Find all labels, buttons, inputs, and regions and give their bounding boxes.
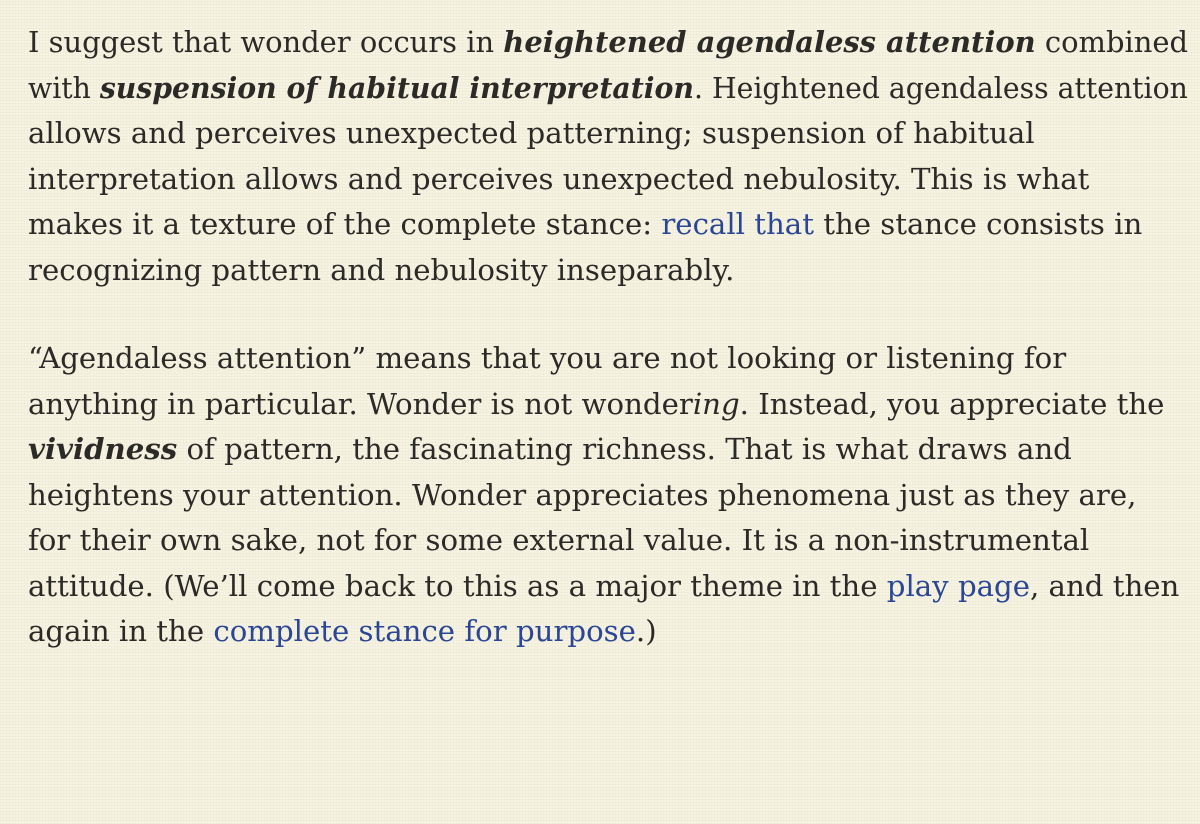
text-run: anything in particular. Wonder is not wonder	[28, 386, 693, 421]
text-run: for their own sake, not for some external value. It is a non-instrumental	[28, 523, 1090, 557]
text-line	[28, 427, 1188, 473]
paragraph	[28, 336, 1188, 655]
text-line	[28, 336, 1188, 382]
text-run: recognizing pattern and nebulosity inseparably.	[28, 252, 735, 287]
emphasized-term: vividness	[28, 432, 178, 466]
emphasized-term: suspension of habitual interpretation	[99, 70, 694, 105]
text-line	[28, 248, 1188, 294]
text-run: “Agendaless attention” means that you are not looking or listening for	[28, 341, 1067, 375]
text-run: of pattern, the fascinating richness. That is what draws and	[177, 432, 1072, 466]
text-line	[28, 518, 1188, 564]
inline-link[interactable]: play page	[886, 568, 1030, 603]
text-line	[28, 202, 1188, 248]
text-run: the stance consists in	[813, 207, 1143, 241]
text-line	[28, 609, 1188, 655]
text-line	[28, 473, 1188, 519]
text-run: attitude. (We’ll come back to this as a major theme in the	[28, 568, 887, 603]
text-line	[28, 382, 1188, 428]
text-run: . Instead, you appreciate the	[739, 386, 1165, 421]
text-run: with	[28, 70, 100, 105]
text-run: .)	[635, 614, 657, 648]
text-run: makes it a texture of the complete stance:	[28, 207, 662, 241]
text-line	[28, 111, 1188, 157]
emphasized-term: heightened agendaless attention	[503, 25, 1036, 59]
text-run: again in the	[28, 614, 214, 648]
text-run: . Heightened agendaless attention	[693, 70, 1188, 105]
text-run: interpretation allows and perceives unexpected nebulosity. This is what	[28, 161, 1090, 196]
text-line	[28, 20, 1189, 66]
italic-text: ing	[692, 386, 740, 421]
inline-link[interactable]: recall that	[661, 207, 814, 241]
text-run: I suggest that wonder occurs in	[28, 25, 504, 59]
text-run: , and then	[1030, 568, 1180, 603]
text-run: allows and perceives unexpected patterning; suspension of habitual	[28, 116, 1035, 150]
paragraph	[28, 20, 1188, 293]
text-run: combined	[1035, 25, 1189, 59]
inline-link[interactable]: complete stance for purpose	[213, 614, 636, 648]
text-line	[28, 66, 1188, 112]
text-line	[28, 564, 1188, 610]
article-body	[28, 20, 1188, 655]
text-run: heightens your attention. Wonder appreciates phenomena just as they are,	[28, 477, 1137, 512]
text-line	[28, 157, 1188, 203]
